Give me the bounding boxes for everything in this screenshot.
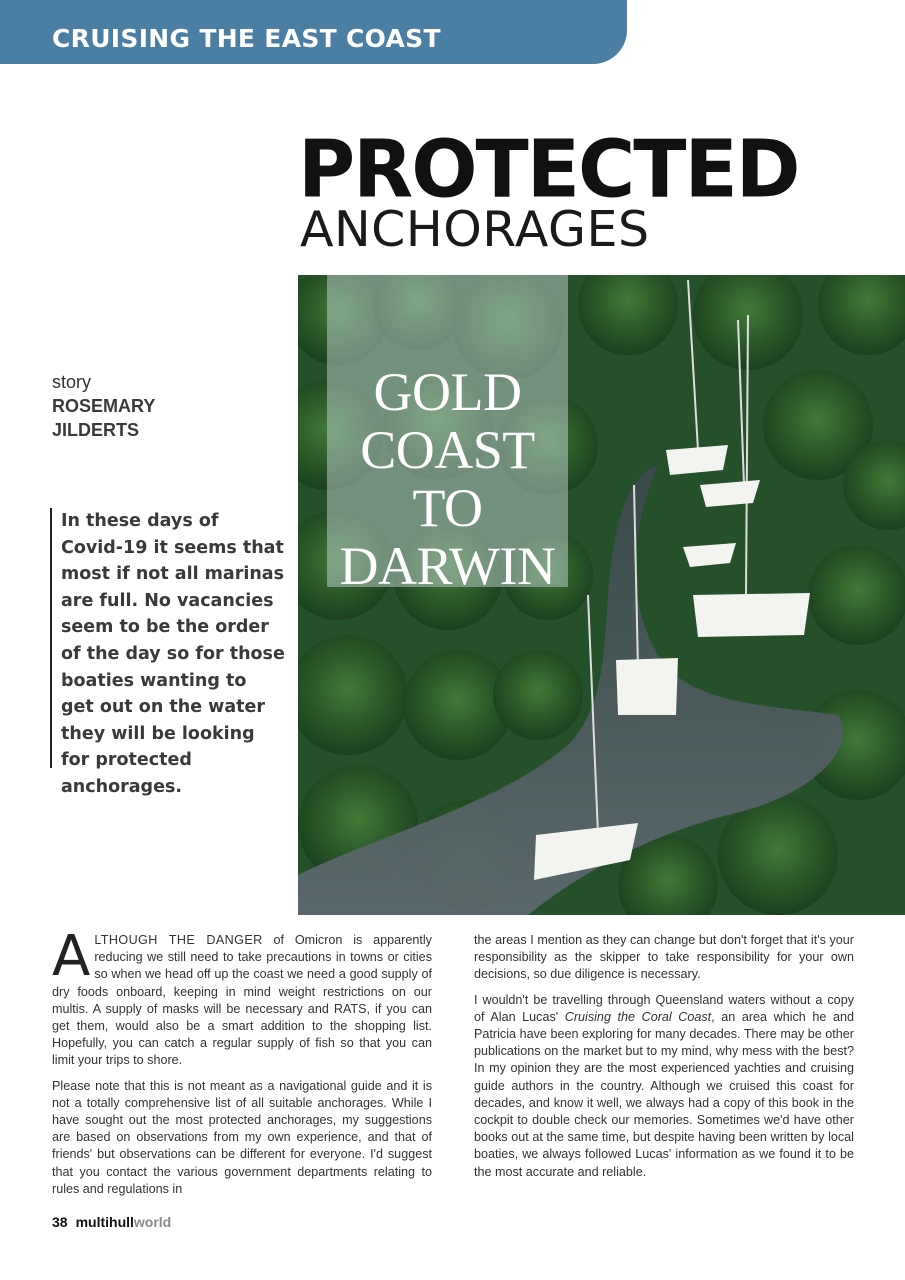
book-title: Cruising the Coral Coast xyxy=(564,1009,712,1024)
caption-line: GOLD xyxy=(373,362,522,422)
byline xyxy=(52,370,155,442)
page-number: 38 xyxy=(52,1214,68,1230)
paragraph-text: , an area which he and Patricia have been exploring for many decades. There may be other publications on the market but to my mind, why mess with the best? In my opinion they are the most experienced yachties and cruising guide authors in the country. Although we cruised this coast for decades, and know it well, we always had a copy of this book in the cockpit to double check our memories. Sometimes we'd have other books out at the same time, but despite having been written by local boaties, we always followed Lucas' information as we found it to be the most accurate and reliable. xyxy=(474,1009,854,1179)
author-last-name: JILDERTS xyxy=(52,420,140,440)
article-paragraph xyxy=(52,924,432,1070)
dropcap: A xyxy=(52,924,91,989)
lead-in-caps: LTHOUGH THE DANGER xyxy=(94,933,263,947)
magazine-brand-suffix: world xyxy=(133,1214,172,1230)
caption-line: DARWIN xyxy=(339,536,556,596)
article-paragraph: Please note that this is not meant as a navigational guide and it is not a totally comprehensive list of all suitable anchorages. While I have sought out the most protected anchorages, my suggestions are based on observations from my own experience, and that of friends' but observations can be different for everyone. I'd suggest that you contact the various government departments relating to rules and regulations in xyxy=(52,1078,432,1196)
caption-line: TO xyxy=(412,478,483,538)
section-banner xyxy=(0,0,627,64)
author-first-name: ROSEMARY xyxy=(52,396,156,416)
paragraph-text: I wouldn't be travelling through Queensland waters without a copy of Alan Lucas' xyxy=(474,992,854,1024)
pullquote-text: In these days of Covid-19 it seems that most if not all marinas are full. No vacancies seem to be the order of the day so for those boaties wanting to get out on the water they will be looking for protected anchorages. xyxy=(61,511,285,797)
headline-sub: ANCHORAGES xyxy=(300,201,650,258)
photo-caption xyxy=(327,363,568,595)
article-paragraph: the areas I mention as they can change but don't forget that it's your responsibility as the skipper to take responsibility for your own decisions, so due diligence is necessary. xyxy=(474,933,854,982)
article-column-left xyxy=(52,924,432,1206)
section-label: CRUISING THE EAST COAST xyxy=(52,24,441,53)
magazine-brand: multihull xyxy=(75,1214,134,1230)
pullquote xyxy=(50,508,285,797)
paragraph-text: of Omicron is apparently reducing we still need to take precautions in towns or cities so when we head off up the coast we need a good supply of dry foods onboard, keeping in mind weight restrictions on our multis. A supply of masks will be necessary and RATS, if you can get them, would also be a smart addition to the shopping list. Hopefully, you can catch a regular supply of fish so that you can limit your trips to shore. xyxy=(52,933,432,1068)
headline-main: PROTECTED xyxy=(298,123,799,216)
caption-line: COAST xyxy=(360,420,535,480)
article-paragraph xyxy=(474,992,854,1181)
article-column-right xyxy=(474,932,854,1189)
byline-label: story xyxy=(52,372,92,392)
page-footer xyxy=(52,1214,171,1230)
hero-photo xyxy=(298,275,905,915)
